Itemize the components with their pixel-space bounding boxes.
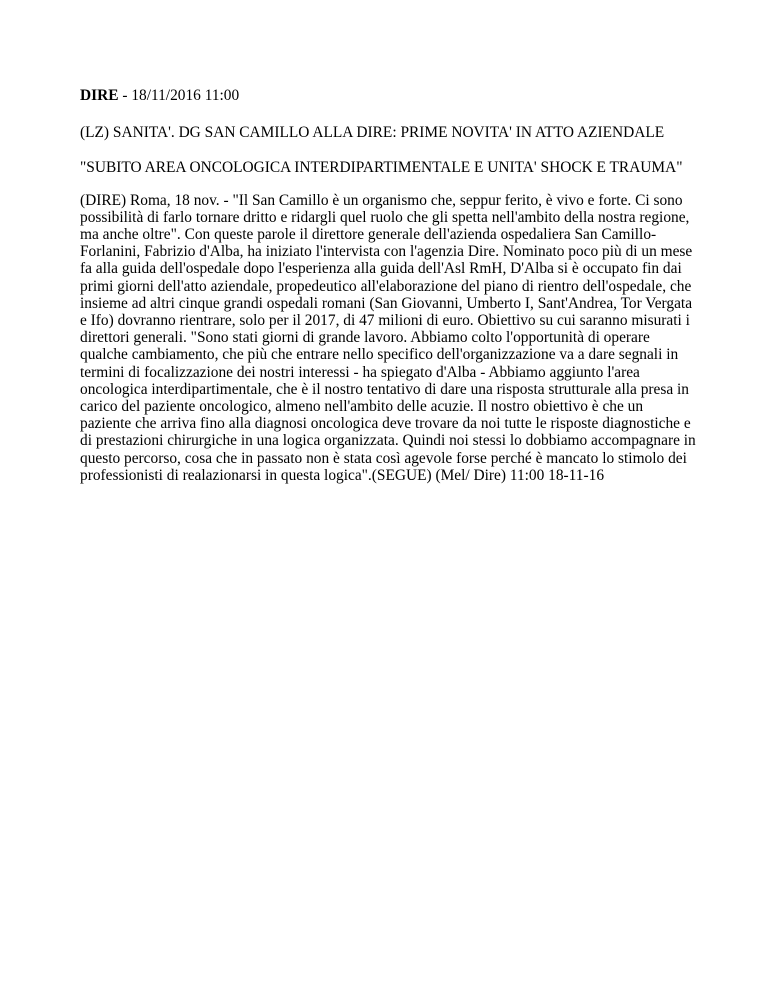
news-article	[80, 87, 698, 484]
article-body: (DIRE) Roma, 18 nov. - "Il San Camillo è un organismo che, seppur ferito, è vivo e forte. Ci sono possibilità di farlo tornare dritto e ridargli quel ruolo che gli spetta nell'ambito della nostra regione, ma anche oltre". Con queste parole il direttore generale dell'azienda ospedaliera San Camillo-Forlanini, Fabrizio d'Alba, ha iniziato l'intervista con l'agenzia Dire. Nominato poco più di un mese fa alla guida dell'ospedale dopo l'esperienza alla guida dell'Asl RmH, D'Alba si è occupato fin dai primi giorni dell'atto aziendale, propedeutico all'elaborazione del piano di rientro dell'ospedale, che insieme ad altri cinque grandi ospedali romani (San Giovanni, Umberto I, Sant'Andrea, Tor Vergata e Ifo) dovranno rientrare, solo per il 2017, di 47 milioni di euro. Obiettivo su cui saranno misurati i direttori generali. "Sono stati giorni di grande lavoro. Abbiamo colto l'opportunità di operare qualche cambiamento, che più che entrare nello specifico dell'organizzazione va a dare segnali in termini di focalizzazione dei nostri interessi - ha spiegato d'Alba - Abbiamo aggiunto l'area oncologica interdipartimentale, che è il nostro tentativo di dare una risposta strutturale alla presa in carico del paziente oncologico, almeno nell'ambito delle acuzie. Il nostro obiettivo è che un paziente che arriva fino alla diagnosi oncologica deve trovare da noi tutte le risposte diagnostiche e di prestazioni chirurgiche in una logica organizzata. Quindi noi stessi lo dobbiamo accompagnare in questo percorso, cosa che in passato non è stata così agevole forse perché è mancato lo stimolo dei professionisti di realazionarsi in questa logica".(SEGUE) (Mel/ Dire) 11:00 18-11-16	[80, 191, 696, 484]
article-headline: (LZ) SANITA'. DG SAN CAMILLO ALLA DIRE: PRIME NOVITA' IN ATTO AZIENDALE	[80, 124, 665, 142]
meta-separator: -	[118, 87, 132, 104]
article-datetime: 18/11/2016 11:00	[131, 87, 240, 104]
source-agency: DIRE	[80, 87, 119, 104]
article-meta	[80, 87, 698, 104]
article-subheadline: "SUBITO AREA ONCOLOGICA INTERDIPARTIMENTALE E UNITA' SHOCK E TRAUMA"	[80, 159, 683, 177]
